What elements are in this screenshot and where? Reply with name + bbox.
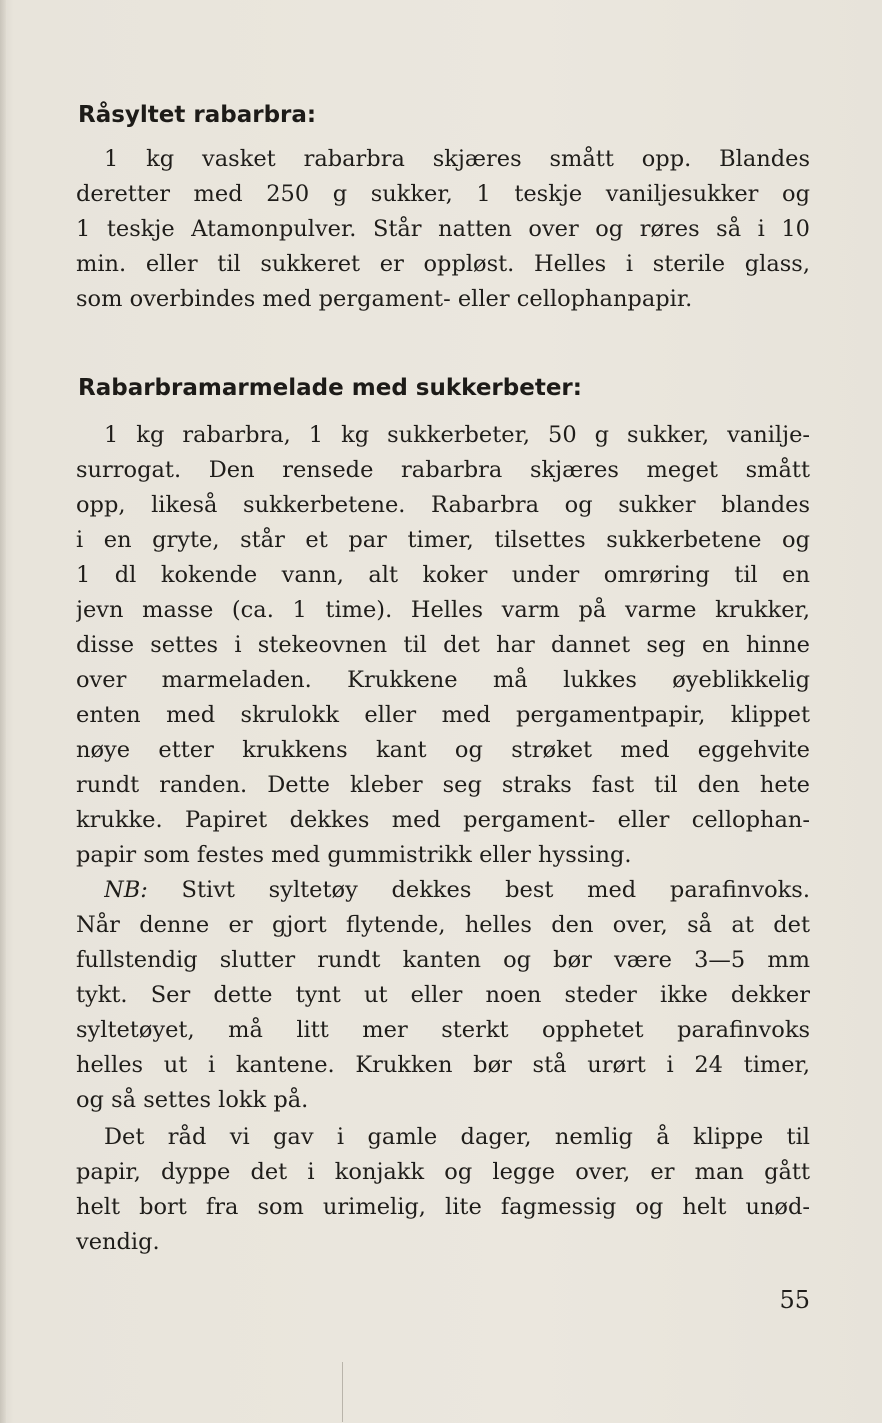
text-line: opp, likeså sukkerbetene. Rabarbra og sukker blandes [76, 492, 810, 518]
text-line: disse settes i stekeovnen til det har dannet seg en hinne [76, 632, 810, 658]
text-line: i en gryte, står et par timer, tilsettes sukkerbetene og [76, 527, 810, 553]
text-line: 1 kg rabarbra, 1 kg sukkerbeter, 50 g sukker, vanilje- [104, 422, 810, 448]
nb-first-text: Stivt syltetøy dekkes best med parafinvoks. [181, 877, 810, 903]
text-line: som overbindes med pergament- eller cellophanpapir. [76, 286, 693, 312]
page-number: 55 [779, 1286, 810, 1314]
nb-label: NB: [104, 877, 148, 903]
section-heading-rasyltet: Råsyltet rabarbra: [78, 102, 317, 128]
text-line: enten med skrulokk eller med pergamentpapir, klippet [76, 702, 810, 728]
text-line: 1 kg vasket rabarbra skjæres smått opp. Blandes [104, 146, 810, 172]
text-line: tykt. Ser dette tynt ut eller noen steder ikke dekker [76, 982, 810, 1008]
text-line: og så settes lokk på. [76, 1087, 309, 1113]
text-line: krukke. Papiret dekkes med pergament- eller cellophan- [76, 807, 810, 833]
text-line: nøye etter krukkens kant og strøket med eggehvite [76, 737, 810, 763]
text-line: Det råd vi gav i gamle dager, nemlig å klippe til [104, 1124, 810, 1150]
text-line: surrogat. Den rensede rabarbra skjæres meget smått [76, 457, 810, 483]
text-line: papir, dyppe det i konjakk og legge over, er man gått [76, 1159, 810, 1185]
text-line: Når denne er gjort flytende, helles den over, så at det [76, 912, 810, 938]
text-line: 1 dl kokende vann, alt koker under omrøring til en [76, 562, 810, 588]
text-line: deretter med 250 g sukker, 1 teskje vaniljesukker og [76, 181, 810, 207]
text-line: jevn masse (ca. 1 time). Helles varm på varme krukker, [76, 597, 810, 623]
nb-first-line [104, 873, 810, 907]
text-line: vendig. [76, 1229, 160, 1255]
section-heading-rabarbramarmelade: Rabarbramarmelade med sukkerbeter: [78, 375, 582, 401]
text-line: papir som festes med gummistrikk eller hyssing. [76, 842, 632, 868]
text-line: syltetøyet, må litt mer sterkt opphetet parafinvoks [76, 1017, 810, 1043]
text-line: helles ut i kantene. Krukken bør stå urørt i 24 timer, [76, 1052, 810, 1078]
text-line: min. eller til sukkeret er oppløst. Helles i sterile glass, [76, 251, 810, 277]
text-line: rundt randen. Dette kleber seg straks fast til den hete [76, 772, 810, 798]
text-line: helt bort fra som urimelig, lite fagmessig og helt unød- [76, 1194, 810, 1220]
scan-edge-mark [336, 1362, 343, 1422]
page-spine-edge [0, 0, 6, 1423]
text-line: over marmeladen. Krukkene må lukkes øyeblikkelig [76, 667, 810, 693]
text-line: fullstendig slutter rundt kanten og bør være 3—5 mm [76, 947, 810, 973]
text-line: 1 teskje Atamonpulver. Står natten over og røres så i 10 [76, 216, 810, 242]
